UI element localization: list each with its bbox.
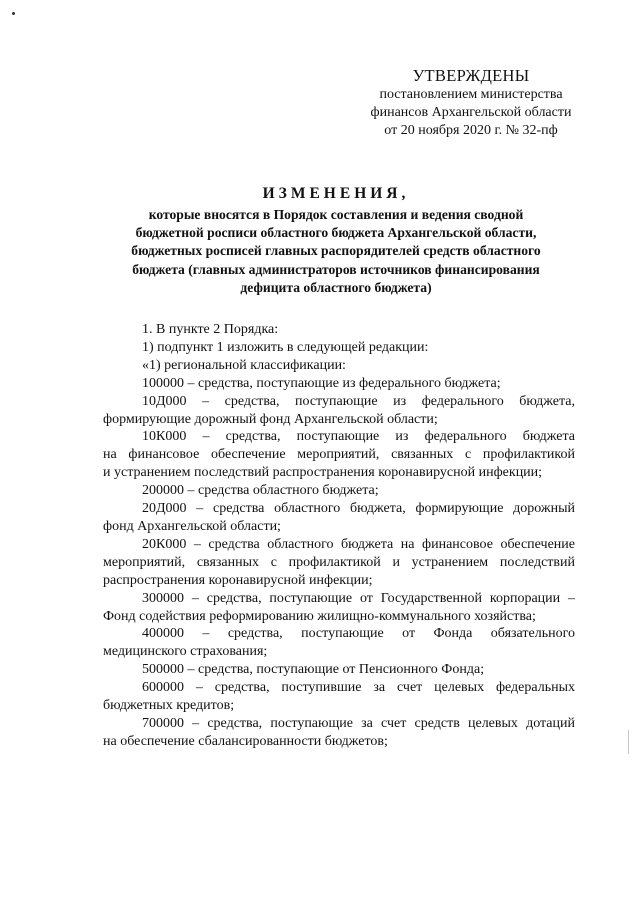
item-line: на обеспечение сбалансированности бюджетов; [103, 733, 388, 749]
item-line: и устранением последствий распространения коронавирусной инфекции; [103, 465, 543, 481]
item-line: 10К000 – средства, поступающие из федерального бюджета [142, 429, 575, 445]
list-item [103, 679, 575, 715]
list-item [103, 482, 575, 500]
title-line: бюджетных росписей главных распорядителей средств областного [131, 243, 541, 259]
approval-line: от 20 ноября 2020 г. № 32-пф [384, 123, 558, 138]
item-line: бюджетных кредитов; [103, 698, 235, 714]
document-body [103, 321, 575, 751]
item-line: 100000 – средства, поступающие из федерального бюджета; [142, 375, 501, 391]
list-item [103, 536, 575, 590]
item-line: формирующие дорожный фонд Архангельской области; [103, 411, 438, 427]
item-line: 10Д000 – средства, поступающие из федерального бюджета, [142, 393, 575, 409]
document-title [96, 183, 576, 297]
item-line: 700000 – средства, поступающие за счет средств целевых дотаций [142, 715, 575, 731]
item-line: распространения коронавирусной инфекции; [103, 572, 373, 588]
list-item [103, 590, 575, 626]
list-item [103, 393, 575, 429]
item-line: фонд Архангельской области; [103, 518, 281, 534]
list-item [103, 625, 575, 661]
item-line: 600000 – средства, поступившие за счет целевых федеральных [142, 680, 575, 696]
list-item [103, 375, 575, 393]
item-line: 20К000 – средства областного бюджета на финансовое обеспечение [142, 536, 575, 552]
subpoint-heading: 1) подпункт 1 изложить в следующей редакции: [142, 339, 429, 355]
title-line: которые вносятся в Порядок составления и ведения сводной [148, 207, 524, 222]
title-line: дефицита областного бюджета) [240, 279, 432, 295]
item-line: 200000 – средства областного бюджета; [142, 483, 379, 499]
scan-edge-mark [628, 730, 629, 754]
scan-dot [12, 12, 15, 15]
item-line: 400000 – средства, поступающие от Фонда обязательного [142, 626, 575, 642]
list-item [103, 428, 575, 482]
list-item [103, 661, 575, 679]
item-line: 20Д000 – средства областного бюджета, формирующие дорожный [142, 501, 575, 517]
quote-start: «1) региональной классификации: [142, 357, 346, 373]
item-line: медицинского страхования; [103, 644, 268, 660]
approval-line: финансов Архангельской области [370, 105, 572, 120]
item-line: на финансовое обеспечение мероприятий, связанных с профилактикой [103, 447, 575, 463]
point-heading: 1. В пункте 2 Порядка: [142, 322, 279, 337]
approval-stamp [356, 66, 586, 140]
title-heading: ИЗМЕНЕНИЯ, [262, 185, 410, 202]
item-line: Фонд содействия реформированию жилищно-коммунального хозяйства; [103, 608, 536, 624]
title-line: бюджета (главных администраторов источников финансирования [132, 261, 540, 277]
item-line: мероприятий, связанных с профилактикой и устранением последствий [103, 554, 575, 570]
item-line: 300000 – средства, поступающие от Государственной корпорации – [142, 590, 575, 606]
approval-line: постановлением министерства [379, 87, 563, 102]
approval-heading: УТВЕРЖДЕНЫ [412, 66, 530, 85]
list-item [103, 715, 575, 751]
list-item [103, 500, 575, 536]
title-line: бюджетной росписи областного бюджета Архангельской области, [135, 225, 537, 241]
item-line: 500000 – средства, поступающие от Пенсионного Фонда; [142, 662, 485, 678]
